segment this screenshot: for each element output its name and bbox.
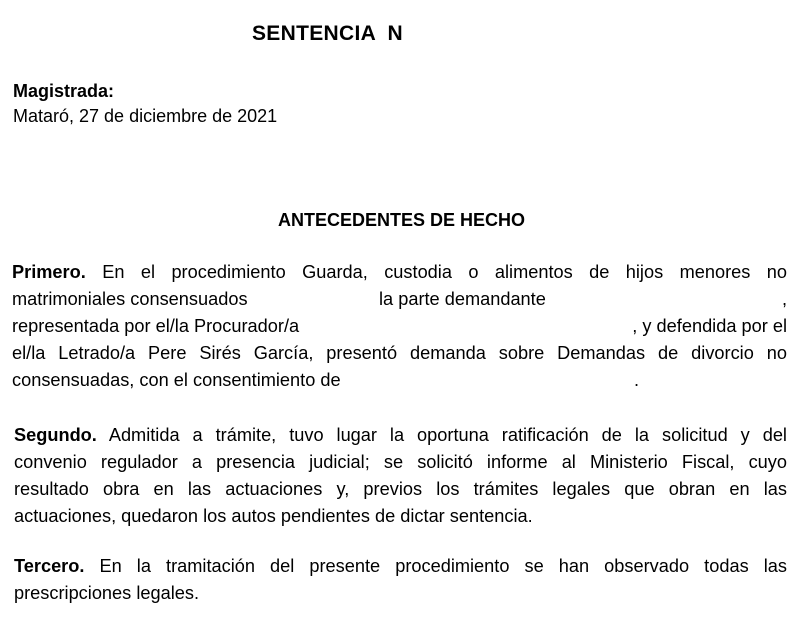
- primero-label: Primero.: [12, 262, 86, 282]
- tercero-label: Tercero.: [14, 556, 85, 576]
- primero-text-2b: la parte demandante: [379, 289, 546, 309]
- primero-line-5: [12, 367, 787, 394]
- paragraph-segundo: [14, 422, 787, 530]
- segundo-text-1: Admitida a trámite, tuvo lugar la oportuna ratificación de la solicitud y del: [108, 425, 787, 445]
- segundo-text-4: actuaciones, quedaron los autos pendientes de dictar sentencia.: [14, 506, 533, 526]
- primero-text-5b: .: [634, 370, 640, 390]
- primero-line-1: [12, 259, 787, 286]
- document-title: SENTENCIA N: [252, 22, 403, 45]
- segundo-text-3: resultado obra en las actuaciones y, previos los trámites legales que obran en las: [14, 479, 787, 499]
- primero-line-3: [12, 313, 787, 340]
- primero-line-2: [12, 286, 787, 313]
- tercero-text-1: En la tramitación del presente procedimiento se han observado todas las: [99, 556, 787, 576]
- paragraph-primero: [12, 259, 787, 394]
- segundo-label: Segundo.: [14, 425, 97, 445]
- segundo-line-1: [14, 422, 787, 449]
- magistrada-label: Magistrada:: [13, 81, 115, 101]
- segundo-line-4: [14, 503, 787, 530]
- tercero-text-2: prescripciones legales.: [14, 583, 200, 603]
- segundo-line-2: [14, 449, 787, 476]
- primero-line-4: [12, 340, 787, 367]
- primero-text-5a: consensuadas, con el consentimiento de: [12, 370, 341, 390]
- primero-text-3a: representada por el/la Procurador/a: [12, 316, 300, 336]
- place-date: Mataró, 27 de diciembre de 2021: [13, 106, 278, 126]
- primero-text-2a: matrimoniales consensuados: [12, 289, 248, 309]
- tercero-line-1: [14, 553, 787, 580]
- section-heading: ANTECEDENTES DE HECHO: [277, 210, 526, 230]
- primero-text-4: el/la Letrado/a Pere Sirés García, presentó demanda sobre Demandas de divorcio no: [12, 343, 787, 363]
- primero-text-1: En el procedimiento Guarda, custodia o alimentos de hijos menores no: [102, 262, 787, 282]
- primero-text-3b: , y defendida por el: [632, 316, 787, 336]
- tercero-line-2: [14, 580, 787, 607]
- segundo-line-3: [14, 476, 787, 503]
- segundo-text-2: convenio regulador a presencia judicial; se solicitó informe al Ministerio Fiscal, cuyo: [14, 452, 787, 472]
- primero-text-2c: ,: [781, 289, 787, 309]
- paragraph-tercero: [14, 553, 787, 607]
